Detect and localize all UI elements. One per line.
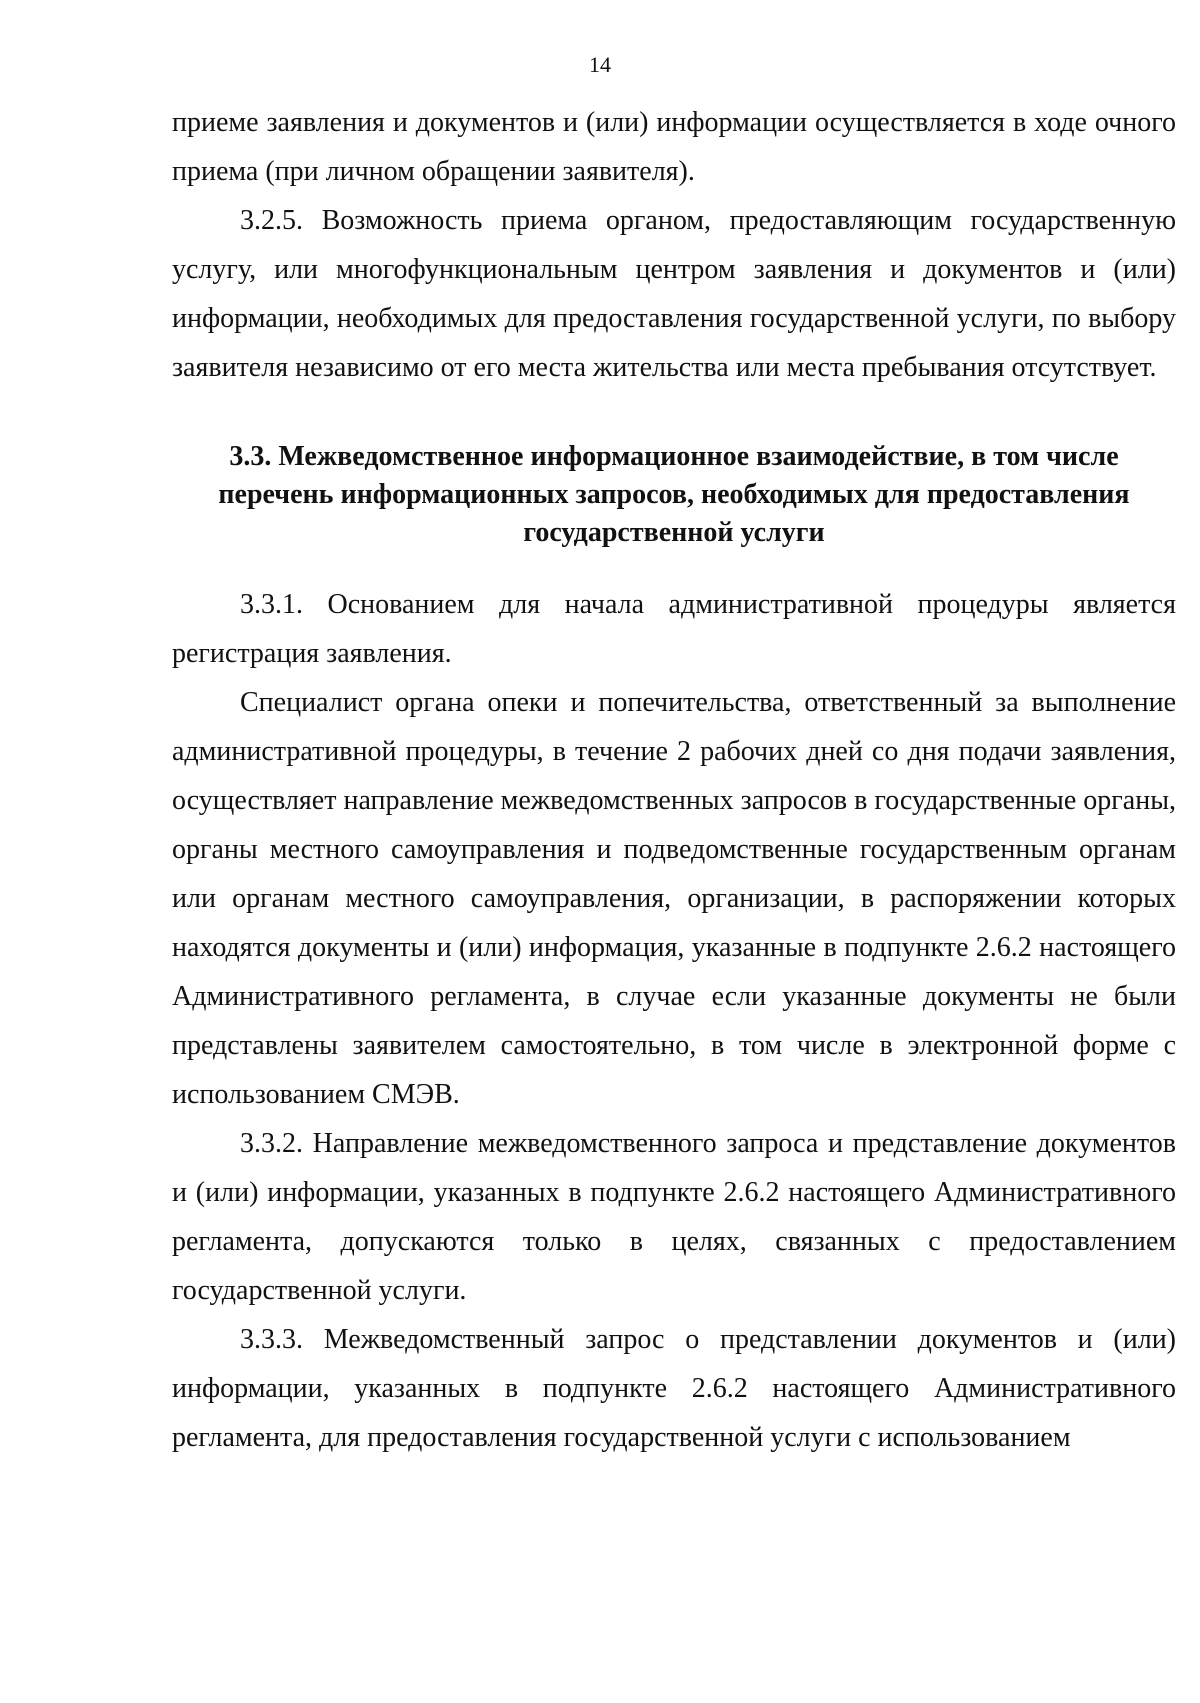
paragraph-3-2-5: 3.2.5. Возможность приема органом, предоставляющим государственную услугу, или многофункциональным центром заявления и документов и (или) информации, необходимых для предоставления государственной услуги, по выбору заявителя независимо от его места жительства или места пребывания отсутствует. — [172, 205, 1176, 383]
paragraph-continuation: приеме заявления и документов и (или) информации осуществляется в ходе очного приема (при личном обращении заявителя). — [172, 107, 1176, 187]
section-heading-line: перечень информационных запросов, необходимых для предоставления — [218, 479, 1130, 510]
paragraph-specialist: Специалист органа опеки и попечительства, ответственный за выполнение административной процедуры, в течение 2 рабочих дней со дня подачи заявления, осуществляет направление межведомственных запросов в государственные органы, органы местного самоуправления и подведомственные государственным органам или органам местного самоуправления, организации, в распоряжении которых находятся документы и (или) информация, указанные в подпункте 2.6.2 настоящего Административного регламента, в случае если указанные документы не были представлены заявителем самостоятельно, в том числе в электронной форме с использованием СМЭВ. — [172, 687, 1176, 1110]
section-heading-line: 3.3. Межведомственное информационное взаимодействие, в том числе — [229, 441, 1119, 472]
paragraph-3-3-2: 3.3.2. Направление межведомственного запроса и представление документов и (или) информации, указанных в подпункте 2.6.2 настоящего Административного регламента, допускаются только в целях, связанных с предоставлением государственной услуги. — [172, 1128, 1176, 1306]
section-heading-3-3 — [172, 438, 1176, 552]
paragraph-3-3-1: 3.3.1. Основанием для начала административной процедуры является регистрация заявления. — [172, 589, 1176, 669]
section-heading-line: государственной услуги — [523, 517, 825, 548]
paragraph-3-3-3: 3.3.3. Межведомственный запрос о представлении документов и (или) информации, указанных в подпункте 2.6.2 настоящего Административного регламента, для предоставления государственной услуги с использованием — [172, 1324, 1176, 1453]
page-number: 14 — [589, 52, 611, 77]
document-body — [172, 98, 1176, 1462]
